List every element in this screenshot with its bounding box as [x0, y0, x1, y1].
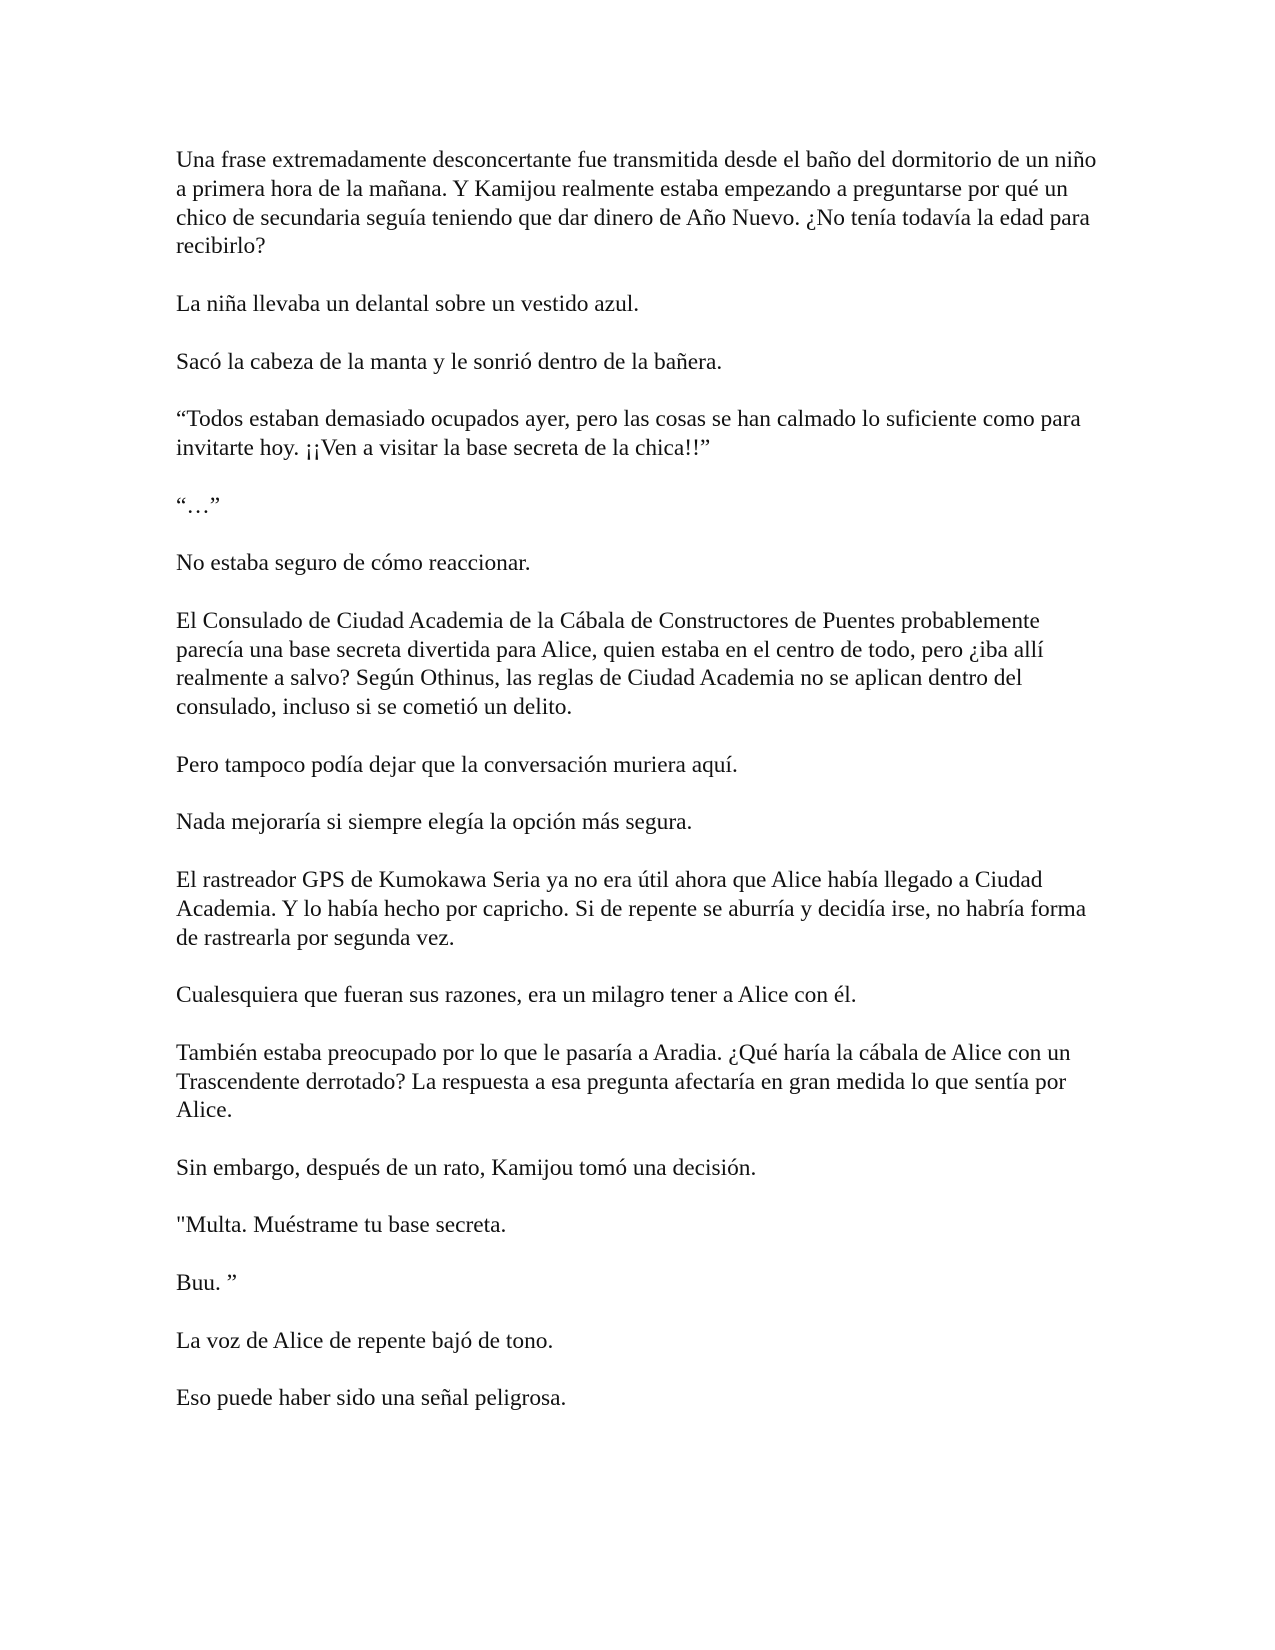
paragraph: La niña llevaba un delantal sobre un vestido azul. [176, 290, 640, 317]
paragraph: Sin embargo, después de un rato, Kamijou tomó una decisión. [176, 1154, 757, 1181]
body-text [176, 146, 1106, 1442]
paragraph: También estaba preocupado por lo que le pasaría a Aradia. ¿Qué haría la cábala de Alice con un Trascendente derrotado? La respuesta a esa pregunta afectaría en gran medida lo que sentía por Alice. [176, 1039, 1071, 1124]
paragraph: El rastreador GPS de Kumokawa Seria ya no era útil ahora que Alice había llegado a Ciudad Academia. Y lo había hecho por capricho. Si de repente se aburría y decidía irse, no habría forma de rastrearla por segunda vez. [176, 866, 1087, 951]
paragraph: Buu. ” [176, 1270, 238, 1297]
paragraph: Una frase extremadamente desconcertante fue transmitida desde el baño del dormitorio de un niño a primera hora de la mañana. Y Kamijou realmente estaba empezando a preguntarse por qué un chico de secundaria seguía teniendo que dar dinero de Año Nuevo. ¿No tenía todavía la edad para recibirlo? [176, 147, 1097, 260]
paragraph: Pero tampoco podía dejar que la conversación muriera aquí. [176, 751, 738, 778]
paragraph: “Todos estaban demasiado ocupados ayer, pero las cosas se han calmado lo suficiente como para invitarte hoy. ¡¡Ven a visitar la base secreta de la chica!!” [176, 406, 1081, 461]
paragraph: Eso puede haber sido una señal peligrosa. [176, 1385, 567, 1412]
paragraph: La voz de Alice de repente bajó de tono. [176, 1327, 554, 1354]
paragraph: "Multa. Muéstrame tu base secreta. [176, 1212, 507, 1239]
paragraph: Nada mejoraría si siempre elegía la opción más segura. [176, 809, 693, 836]
paragraph: Sacó la cabeza de la manta y le sonrió dentro de la bañera. [176, 348, 723, 375]
paragraph: “…” [176, 492, 221, 519]
paragraph: El Consulado de Ciudad Academia de la Cábala de Constructores de Puentes probablemente parecía una base secreta divertida para Alice, quien estaba en el centro de todo, pero ¿iba allí realmente a salvo? Según Othinus, las reglas de Ciudad Academia no se aplican dentro del consulado, incluso si se cometió un delito. [176, 607, 1044, 721]
paragraph: No estaba seguro de cómo reaccionar. [176, 550, 531, 577]
paragraph: Cualesquiera que fueran sus razones, era un milagro tener a Alice con él. [176, 982, 857, 1009]
